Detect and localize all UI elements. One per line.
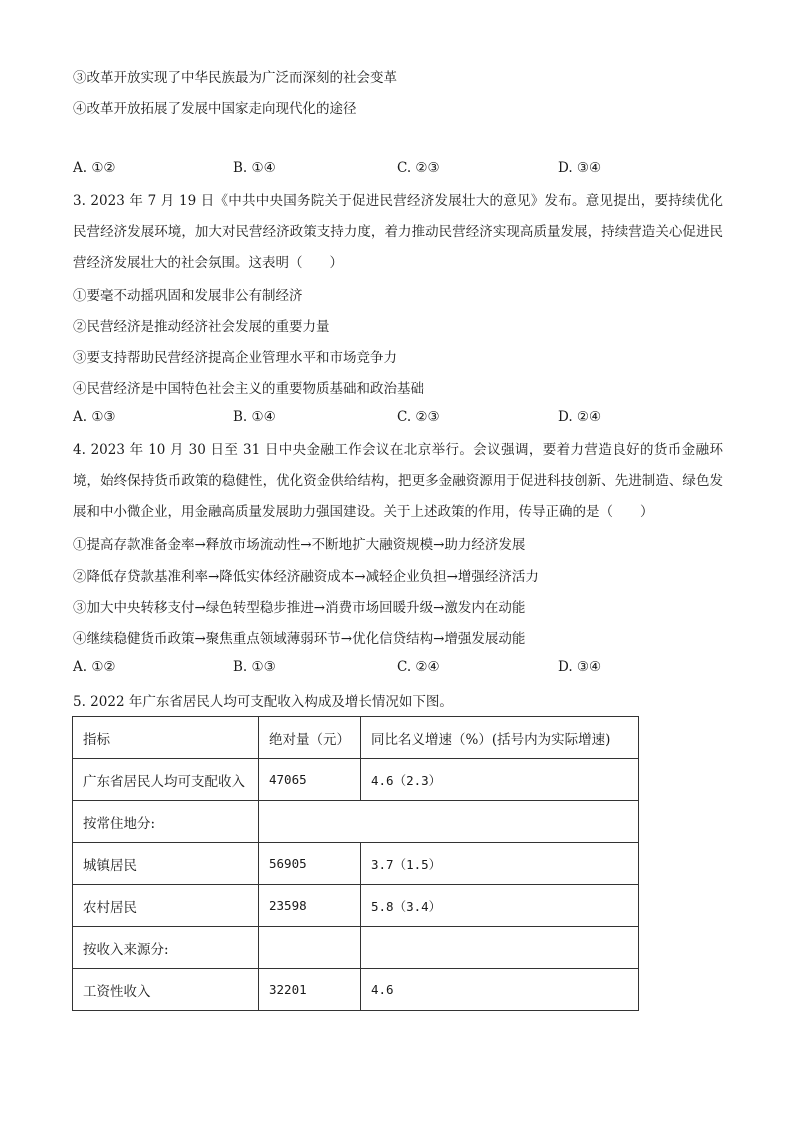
q3-option-c[interactable]: C. ②③ — [397, 409, 440, 425]
table-cell-amount: 47065 — [259, 759, 361, 801]
table-cell-growth: 3.7（1.5） — [361, 843, 639, 885]
table-cell-growth: 4.6（2.3） — [361, 759, 639, 801]
q4-stem: 4. 2023 年 10 月 30 日至 31 日中央金融工作会议在北京举行。会议强调，要着力营造良好的货币金融环境，始终保持货币政策的稳健性，优化资金供给结构，把更多金融资源用于促进科技创新、先进制造、绿色发展和中小微企业，用金融高质量发展助力强国建设。关于上述政策的作用，传导正确的是（ ） — [73, 442, 723, 520]
table-header-cell: 绝对量（元） — [259, 717, 361, 759]
q2-statement-3: ④改革开放拓展了发展中国家走向现代化的途径 — [73, 101, 357, 117]
table-row — [73, 801, 639, 843]
table-cell-indicator: 按收入来源分: — [73, 927, 259, 969]
q3-statement-2: ②民营经济是推动经济社会发展的重要力量 — [73, 319, 330, 335]
q4-statement-1: ①提高存款准备金率→释放市场流动性→不断地扩大融资规模→助力经济发展 — [73, 537, 526, 553]
table-row — [73, 969, 639, 1011]
q4-option-a[interactable]: A. ①② — [73, 659, 116, 675]
q3-statement-3: ③要支持帮助民营经济提高企业管理水平和市场竞争力 — [73, 350, 397, 366]
q2-statement-2: ③改革开放实现了中华民族最为广泛而深刻的社会变革 — [73, 70, 397, 86]
table-row — [73, 885, 639, 927]
q3-option-a[interactable]: A. ①③ — [73, 409, 116, 425]
table-row — [73, 759, 639, 801]
q4-option-c[interactable]: C. ②④ — [397, 659, 440, 675]
q4-option-b[interactable]: B. ①③ — [233, 659, 276, 675]
q3-statement-4: ④民营经济是中国特色社会主义的重要物质基础和政治基础 — [73, 381, 424, 397]
table-cell-indicator: 广东省居民人均可支配收入 — [73, 759, 259, 801]
table-header-cell: 同比名义增速（%）(括号内为实际增速) — [361, 717, 639, 759]
q2-option-d[interactable]: D. ③④ — [558, 160, 602, 176]
q2-options — [73, 160, 723, 180]
q3-statement-1: ①要毫不动摇巩固和发展非公有制经济 — [73, 288, 303, 304]
q2-option-b[interactable]: B. ①④ — [233, 160, 276, 176]
q4-option-d[interactable]: D. ③④ — [558, 659, 602, 675]
q2-option-a[interactable]: A. ①② — [73, 160, 116, 176]
income-table — [72, 716, 639, 1011]
table-cell-amount: 23598 — [259, 885, 361, 927]
table-cell-indicator: 农村居民 — [73, 885, 259, 927]
q4-statement-4: ④继续稳健货币政策→聚焦重点领域薄弱环节→优化信贷结构→增强发展动能 — [73, 631, 526, 647]
table-cell-empty — [259, 927, 361, 969]
q4-statement-2: ②降低存贷款基准利率→降低实体经济融资成本→减轻企业负担→增强经济活力 — [73, 569, 539, 585]
table-header-row — [73, 717, 639, 759]
table-cell-growth: 4.6 — [361, 969, 639, 1011]
table-row — [73, 843, 639, 885]
table-cell-empty — [259, 801, 639, 843]
table-cell-indicator: 工资性收入 — [73, 969, 259, 1011]
table-row — [73, 927, 639, 969]
q3-option-b[interactable]: B. ①④ — [233, 409, 276, 425]
table-cell-indicator: 城镇居民 — [73, 843, 259, 885]
q5-stem: 5. 2022 年广东省居民人均可支配收入构成及增长情况如下图。 — [73, 694, 453, 710]
table-cell-amount: 32201 — [259, 969, 361, 1011]
table-cell-amount: 56905 — [259, 843, 361, 885]
q2-option-c[interactable]: C. ②③ — [397, 160, 440, 176]
table-cell-indicator: 按常住地分: — [73, 801, 259, 843]
q4-statement-3: ③加大中央转移支付→绿色转型稳步推进→消费市场回暖升级→激发内在动能 — [73, 600, 526, 616]
q3-stem: 3. 2023 年 7 月 19 日《中共中央国务院关于促进民营经济发展壮大的意见》发布。意见提出，要持续优化民营经济发展环境，加大对民营经济政策支持力度，着力推动民营经济实现高质量发展，持续营造关心促进民营经济发展壮大的社会氛围。这表明（ ） — [73, 193, 723, 271]
q4-options — [73, 659, 723, 679]
table-cell-growth: 5.8（3.4） — [361, 885, 639, 927]
q3-options — [73, 409, 723, 429]
table-header-cell: 指标 — [73, 717, 259, 759]
q3-option-d[interactable]: D. ②④ — [558, 409, 602, 425]
table-cell-empty — [361, 927, 639, 969]
